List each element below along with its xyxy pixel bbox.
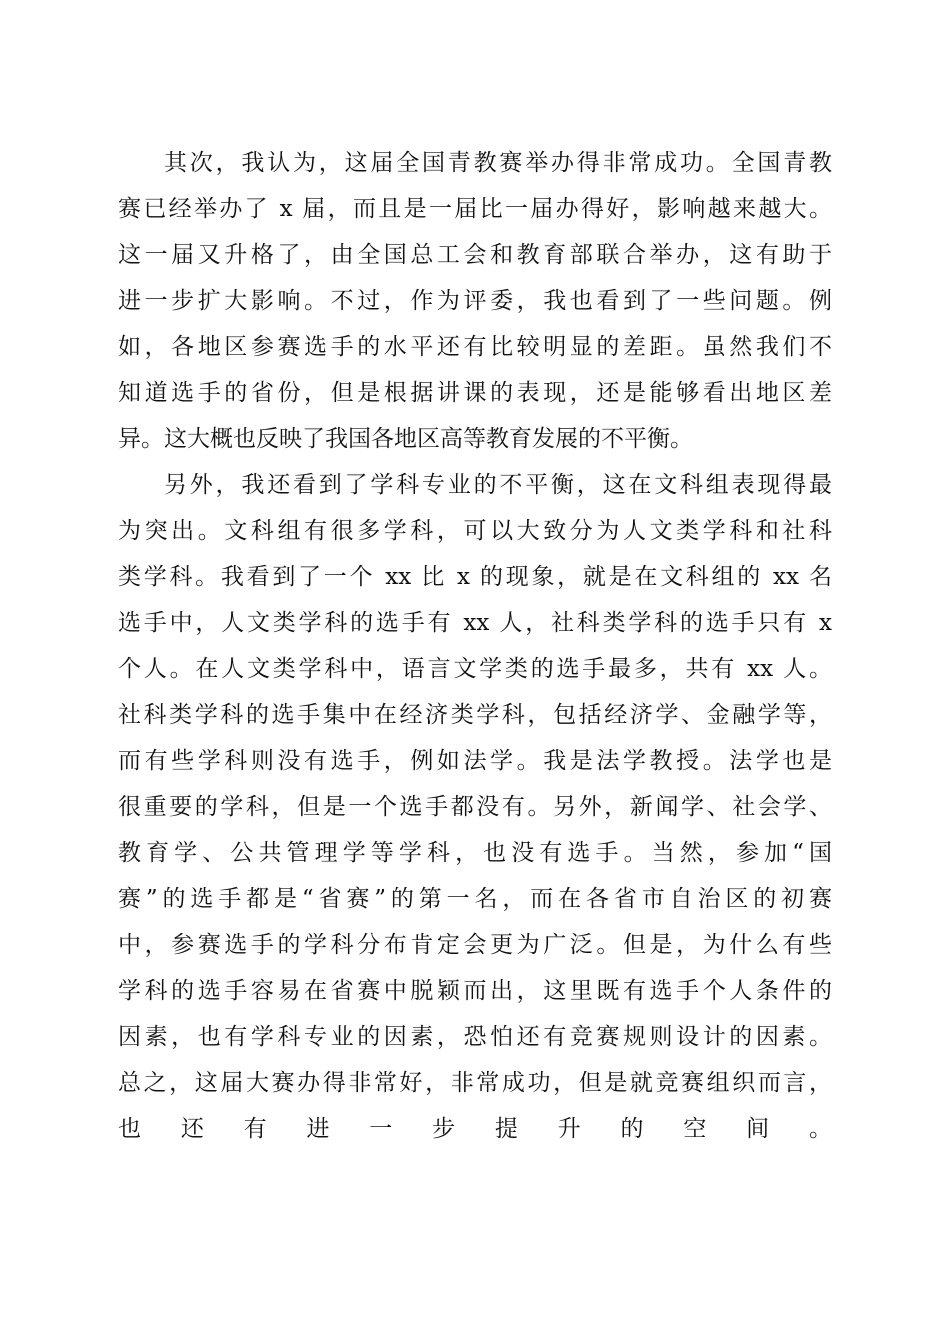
- text-line: 很重要的学科，但是一个选手都没有。另外，新闻学、社会学、: [118, 794, 832, 820]
- text-line: 也还有进一步提升的空间。: [118, 1116, 832, 1142]
- text-line: 另外，我还看到了学科专业的不平衡，这在文科组表现得最: [164, 472, 832, 498]
- text-line: 赛”的选手都是“省赛”的第一名，而在各省市自治区的初赛: [118, 886, 832, 912]
- text-line: 个人。在人文类学科中，语言文学类的选手最多，共有 xx 人。: [118, 656, 832, 682]
- text-line: 为突出。文科组有很多学科，可以大致分为人文类学科和社科: [118, 518, 832, 544]
- text-line: 社科类学科的选手集中在经济类学科，包括经济学、金融学等，: [118, 702, 832, 728]
- text-line: 选手中，人文类学科的选手有 xx 人，社科类学科的选手只有 x: [118, 610, 832, 636]
- text-line: 这一届又升格了，由全国总工会和教育部联合举办，这有助于: [118, 242, 832, 268]
- text-line: 总之，这届大赛办得非常好，非常成功，但是就竞赛组织而言，: [118, 1070, 832, 1096]
- text-line: 而有些学科则没有选手，例如法学。我是法学教授。法学也是: [118, 748, 832, 774]
- text-line: 赛已经举办了 x 届，而且是一届比一届办得好，影响越来越大。: [118, 196, 832, 222]
- document-body: [118, 140, 832, 1198]
- text-line: 教育学、公共管理学等学科，也没有选手。当然，参加“国: [118, 840, 832, 866]
- text-line: 其次，我认为，这届全国青教赛举办得非常成功。全国青教: [164, 150, 832, 176]
- text-line: 异。这大概也反映了我国各地区高等教育发展的不平衡。: [118, 426, 693, 452]
- text-line: 中，参赛选手的学科分布肯定会更为广泛。但是，为什么有些: [118, 932, 832, 958]
- text-line: 学科的选手容易在省赛中脱颖而出，这里既有选手个人条件的: [118, 978, 832, 1004]
- text-line: 如，各地区参赛选手的水平还有比较明显的差距。虽然我们不: [118, 334, 832, 360]
- text-line: 类学科。我看到了一个 xx 比 x 的现象，就是在文科组的 xx 名: [118, 564, 832, 590]
- text-line: 知道选手的省份，但是根据讲课的表现，还是能够看出地区差: [118, 380, 832, 406]
- text-line: [118, 1152, 832, 1198]
- text-line: 因素，也有学科专业的因素，恐怕还有竞赛规则设计的因素。: [118, 1024, 832, 1050]
- paragraph-1: [118, 140, 832, 462]
- text-line: 进一步扩大影响。不过，作为评委，我也看到了一些问题。例: [118, 288, 832, 314]
- paragraph-2: [118, 462, 832, 1198]
